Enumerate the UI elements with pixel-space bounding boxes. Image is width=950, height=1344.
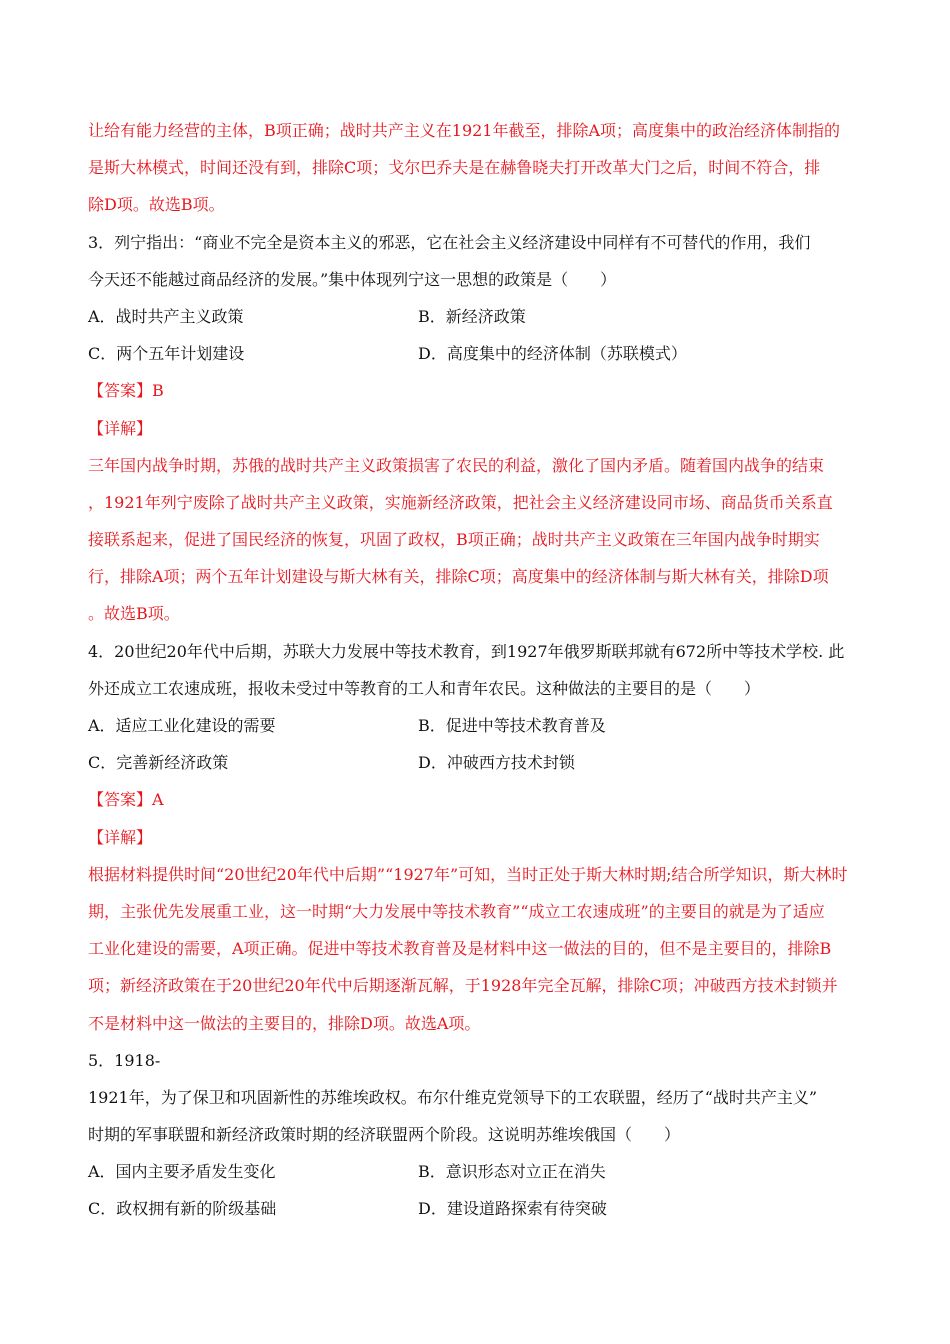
- page-content: [88, 112, 866, 1228]
- detail-line: 。故选B项。: [88, 604, 180, 624]
- option-d: D．冲破西方技术封锁: [418, 753, 575, 773]
- option-c: C．政权拥有新的阶级基础: [88, 1199, 277, 1219]
- options-row: [88, 298, 866, 335]
- option-a: A．国内主要矛盾发生变化: [88, 1162, 276, 1182]
- options-row: [88, 335, 866, 372]
- question-stem-line: 4．20世纪20年代中后期，苏联大力发展中等技术教育，到1927年俄罗斯联邦就有672所中等技术学校. 此: [88, 641, 845, 661]
- option-c: C．两个五年计划建设: [88, 344, 245, 364]
- previous-explanation: [88, 112, 866, 224]
- question-stem-line: 5．1918-: [88, 1050, 161, 1070]
- option-d: D．高度集中的经济体制（苏联模式）: [418, 344, 687, 364]
- option-b: B．新经济政策: [418, 306, 526, 326]
- detail-line: ，1921年列宁废除了战时共产主义政策，实施新经济政策，把社会主义经济建设同市场、商品货币关系直: [88, 492, 833, 512]
- explanation-line: 让给有能力经营的主体，B项正确；战时共产主义在1921年截至，排除A项；高度集中的政治经济体制指的: [88, 121, 841, 140]
- explanation-line: 是斯大林模式，时间还没有到，排除C项；戈尔巴乔夫是在赫鲁晓夫打开改革大门之后，时间不符合，排: [88, 158, 821, 178]
- question-stem-line: 1921年，为了保卫和巩固新性的苏维埃政权。布尔什维克党领导下的工农联盟，经历了“战时共产主义”: [88, 1087, 818, 1107]
- question-5: [88, 1042, 866, 1228]
- options-row: [88, 744, 866, 781]
- detail-label: 【详解】: [88, 827, 153, 847]
- question-stem-line: 今天还不能越过商品经济的发展。”集中体现列宁这一思想的政策是（ ）: [88, 269, 617, 289]
- detail-line: 项；新经济政策在于20世纪20年代中后期逐渐瓦解，于1928年完全瓦解，排除C项；冲破西方技术封锁并: [88, 976, 838, 996]
- options-row: [88, 707, 866, 744]
- detail-line: 工业化建设的需要，A项正确。促进中等技术教育普及是材料中这一做法的目的，但不是主要目的，排除B: [88, 939, 832, 959]
- question-4: [88, 633, 866, 1042]
- detail-line: 不是材料中这一做法的主要目的，排除D项。故选A项。: [88, 1013, 481, 1033]
- detail-label: 【详解】: [88, 418, 153, 438]
- detail-line: 根据材料提供时间“20世纪20年代中后期”“1927年”可知，当时正处于斯大林时期;结合所学知识，斯大林时: [88, 864, 848, 884]
- option-d: D．建设道路探索有待突破: [418, 1199, 607, 1219]
- question-stem-line: 时期的军事联盟和新经济政策时期的经济联盟两个阶段。这说明苏维埃俄国（ ）: [88, 1125, 681, 1145]
- detail-line: 期，主张优先发展重工业，这一时期“大力发展中等技术教育”“成立工农速成班”的主要目的就是为了适应: [88, 901, 825, 921]
- option-c: C．完善新经济政策: [88, 753, 229, 773]
- answer-label: 【答案】B: [88, 381, 164, 401]
- option-b: B．意识形态对立正在消失: [418, 1162, 606, 1182]
- question-stem-line: 3．列宁指出：“商业不完全是资本主义的邪恶，它在社会主义经济建设中同样有不可替代的作用，我们: [88, 232, 811, 252]
- detail-line: 接联系起来，促进了国民经济的恢复，巩固了政权，B项正确；战时共产主义政策在三年国内战争时期实: [88, 530, 820, 550]
- options-row: [88, 1153, 866, 1190]
- detail-line: 行，排除A项；两个五年计划建设与斯大林有关，排除C项；高度集中的经济体制与斯大林有关，排除D项: [88, 567, 829, 587]
- option-a: A．适应工业化建设的需要: [88, 716, 276, 735]
- explanation-line: 除D项。故选B项。: [88, 195, 225, 215]
- detail-line: 三年国内战争时期，苏俄的战时共产主义政策损害了农民的利益，激化了国内矛盾。随着国内战争的结束: [88, 455, 825, 475]
- question-stem-line: 外还成立工农速成班，报收未受过中等教育的工人和青年农民。这种做法的主要目的是（ ）: [88, 678, 761, 698]
- answer-label: 【答案】A: [88, 790, 164, 810]
- option-a: A．战时共产主义政策: [88, 306, 244, 326]
- option-b: B．促进中等技术教育普及: [418, 716, 606, 735]
- options-row: [88, 1190, 866, 1227]
- question-3: [88, 224, 866, 633]
